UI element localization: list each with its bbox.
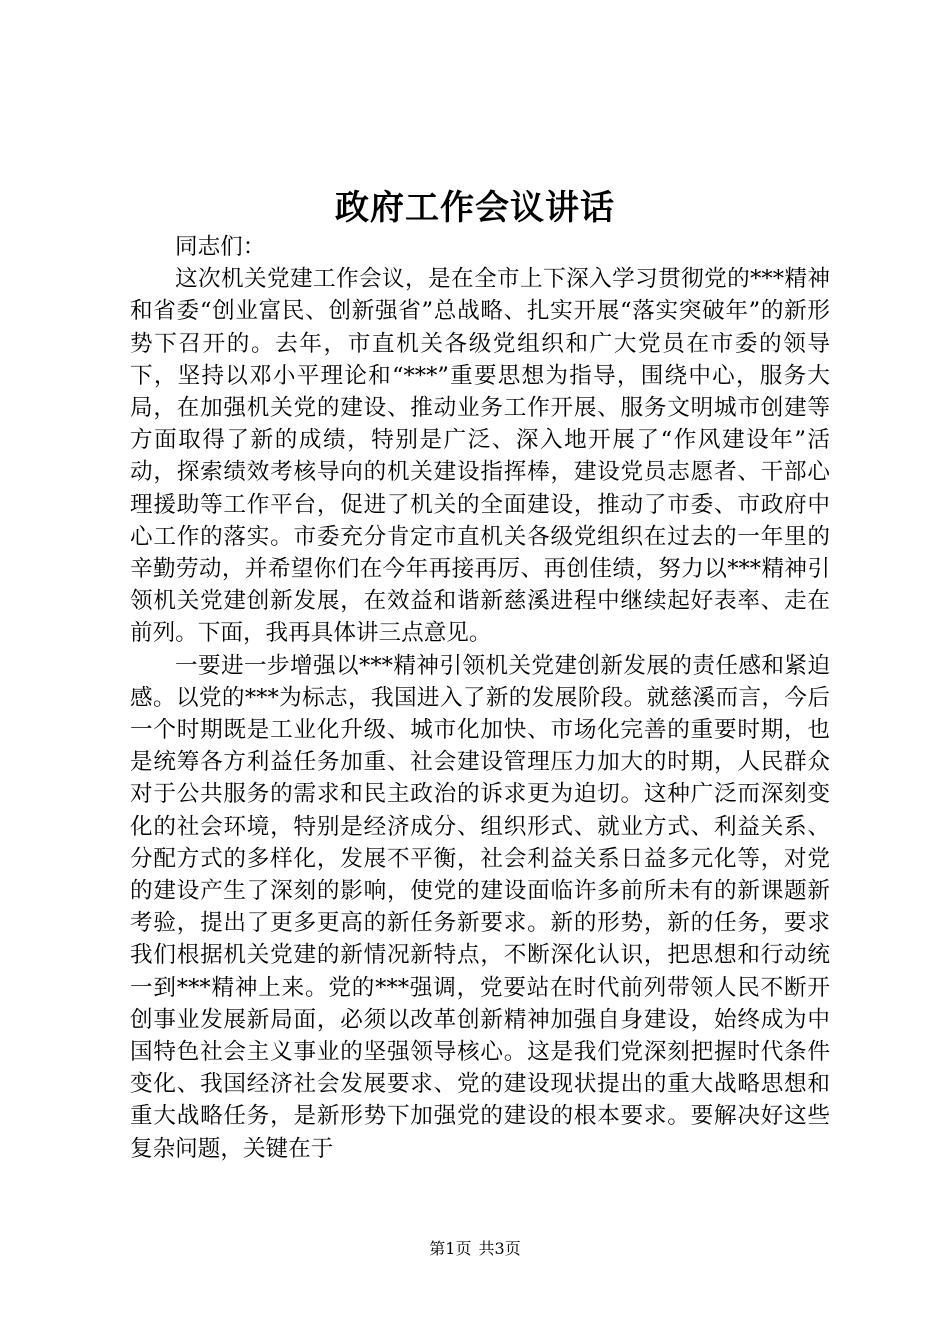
document-body [130, 231, 830, 1165]
salutation: 同志们： [175, 234, 266, 260]
page-number-footer: 第1页 共3页 [429, 1239, 521, 1258]
document-title: 政府工作会议讲话 [335, 188, 615, 228]
paragraph-2: 一要进一步增强以***精神引领机关党建创新发展的责任感和紧迫感。以党的***为标志，我国进入了新的发展阶段。就慈溪而言，今后一个时期既是工业化升级、城市化加快、市场化完善的重要时期，也是统筹各方利益任务加重、社会建设管理压力加大的时期，人民群众对于公共服务的需求和民主政治的诉求更为迫切。这种广泛而深刻变化的社会环境，特别是经济成分、组织形式、就业方式、利益关系、分配方式的多样化，发展不平衡，社会利益关系日益多元化等，对党的建设产生了深刻的影响，使党的建设面临许多前所未有的新课题新考验，提出了更多更高的新任务新要求。新的形势，新的任务，要求我们根据机关党建的新情况新特点，不断深化认识，把思想和行动统一到***精神上来。党的***强调，党要站在时代前列带领人民不断开创事业发展新局面，必须以改革创新精神加强自身建设，始终成为中国特色社会主义事业的坚强领导核心。这是我们党深刻把握时代条件变化、我国经济社会发展要求、党的建设现状提出的重大战略思想和重大战略任务，是新形势下加强党的建设的根本要求。要解决好这些复杂问题，关键在于 [130, 652, 830, 1162]
paragraph-1: 这次机关党建工作会议，是在全市上下深入学习贯彻党的***精神和省委“创业富民、创新强省”总战略、扎实开展“落实突破年”的新形势下召开的。去年，市直机关各级党组织和广大党员在市委的领导下，坚持以邓小平理论和“***”重要思想为指导，围绕中心，服务大局，在加强机关党的建设、推动业务工作开展、服务文明城市创建等方面取得了新的成绩，特别是广泛、深入地开展了“作风建设年”活动，探索绩效考核导向的机关建设指挥棒，建设党员志愿者、干部心理援助等工作平台，促进了机关的全面建设，推动了市委、市政府中心工作的落实。市委充分肯定市直机关各级党组织在过去的一年里的辛勤劳动，并希望你们在今年再接再厉、再创佳绩，努力以***精神引领机关党建创新发展，在效益和谐新慈溪进程中继续起好表率、走在前列。下面，我再具体讲三点意见。 [130, 266, 830, 647]
